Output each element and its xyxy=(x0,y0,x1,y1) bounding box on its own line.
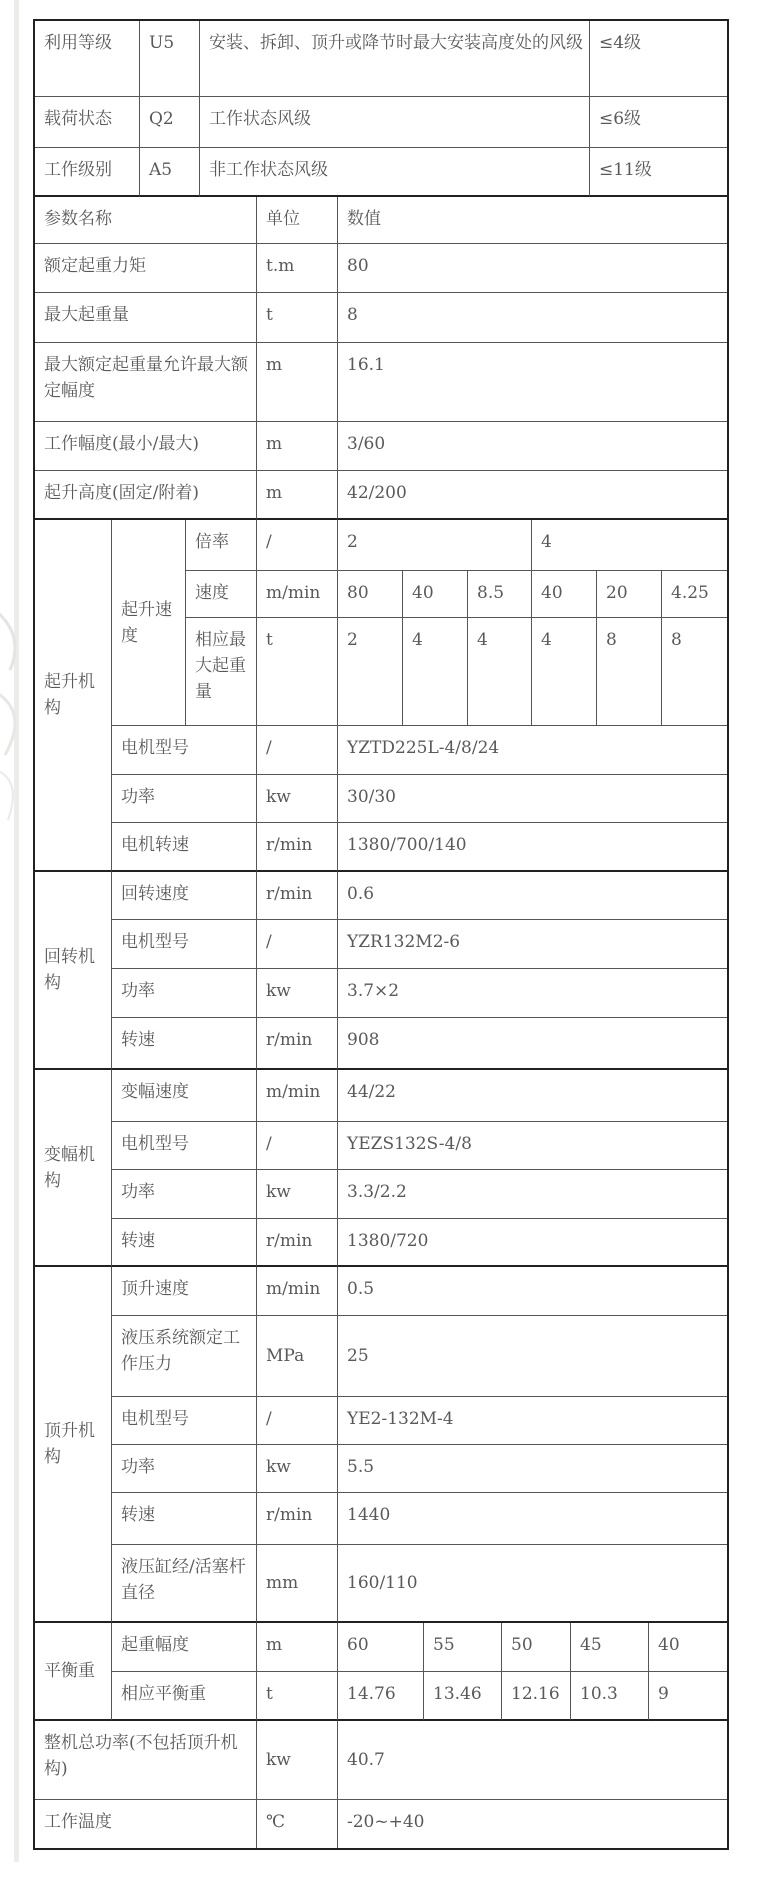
grade-code-cell: U5 xyxy=(140,21,200,97)
param-unit-cell: m/min xyxy=(257,1070,338,1122)
capacity-value-cell: 4 xyxy=(403,618,468,726)
grade-label-cell: 利用等级 xyxy=(35,21,140,97)
param-value-cell: 3/60 xyxy=(338,422,727,471)
param-unit-cell: r/min xyxy=(257,872,338,920)
wind-level-cell: ≤4级 xyxy=(590,21,727,97)
param-unit-cell: / xyxy=(257,726,338,775)
param-value-cell: 40.7 xyxy=(338,1721,727,1800)
param-name-cell: 电机型号 xyxy=(112,920,257,969)
param-value-cell: 160/110 xyxy=(338,1545,727,1623)
ratio-value-cell: 2 xyxy=(338,520,532,571)
weight-value-cell: 14.76 xyxy=(338,1672,424,1721)
hoist-speed-label-cell: 起升速度 xyxy=(112,520,186,726)
capacity-value-cell: 2 xyxy=(338,618,403,726)
wind-desc-cell: 工作状态风级 xyxy=(200,97,590,148)
weight-value-cell: 12.16 xyxy=(502,1672,571,1721)
param-value-cell: 8 xyxy=(338,293,727,343)
param-value-cell: 42/200 xyxy=(338,471,727,520)
param-name-cell: 转速 xyxy=(112,1018,257,1070)
col-header-value: 数值 xyxy=(338,197,727,244)
param-unit-cell: r/min xyxy=(257,1018,338,1070)
param-unit-cell: MPa xyxy=(257,1316,338,1397)
param-unit-cell: kw xyxy=(257,1170,338,1219)
param-unit-cell: ℃ xyxy=(257,1800,338,1848)
param-value-cell: 1380/700/140 xyxy=(338,823,727,872)
weight-value-cell: 10.3 xyxy=(571,1672,649,1721)
ratio-value-cell: 4 xyxy=(532,520,727,571)
param-name-cell: 功率 xyxy=(112,775,257,823)
mechanism-label-cell: 平衡重 xyxy=(35,1623,112,1721)
param-unit-cell: r/min xyxy=(257,1493,338,1545)
col-header-unit: 单位 xyxy=(257,197,338,244)
param-value-cell: -20~+40 xyxy=(347,1812,425,1832)
radius-value-cell: 40 xyxy=(649,1623,727,1672)
wind-desc-cell: 安装、拆卸、顶升或降节时最大安装高度处的风级 xyxy=(200,21,590,97)
param-name-cell: 转速 xyxy=(112,1493,257,1545)
param-value-cell: 0.5 xyxy=(338,1267,727,1316)
param-name-cell: 起升高度(固定/附着) xyxy=(35,471,257,520)
param-value-cell: 30/30 xyxy=(338,775,727,823)
param-name-cell: 倍率 xyxy=(186,520,257,571)
radius-value-cell: 50 xyxy=(502,1623,571,1672)
param-value-cell: 0.6 xyxy=(338,872,727,920)
param-name-cell: 相应最大起重量 xyxy=(186,618,257,726)
param-name-cell: 相应平衡重 xyxy=(112,1672,257,1721)
param-unit-cell: / xyxy=(257,1397,338,1445)
param-name-cell: 起重幅度 xyxy=(112,1623,257,1672)
param-unit-cell: / xyxy=(257,1122,338,1170)
param-unit-cell: kw xyxy=(257,1445,338,1493)
param-value-cell: 5.5 xyxy=(338,1445,727,1493)
param-unit-cell: m/min xyxy=(257,1267,338,1316)
param-name-cell: 工作幅度(最小/最大) xyxy=(35,422,257,471)
param-name-cell: 电机转速 xyxy=(112,823,257,872)
speed-value-cell: 40 xyxy=(532,571,597,618)
param-value-cell: 25 xyxy=(338,1316,727,1397)
param-value-cell: 3.7×2 xyxy=(338,969,727,1018)
param-unit-cell: t xyxy=(257,618,338,726)
param-name-cell: 功率 xyxy=(112,1170,257,1219)
param-name-cell: 整机总功率(不包括顶升机构) xyxy=(35,1721,257,1800)
capacity-value-cell: 8 xyxy=(597,618,662,726)
param-name-cell: 电机型号 xyxy=(112,1397,257,1445)
param-unit-cell: m xyxy=(257,343,338,422)
param-unit-cell: kw xyxy=(257,969,338,1018)
param-value-cell: YZR132M2-6 xyxy=(338,920,727,969)
speed-value-cell: 80 xyxy=(338,571,403,618)
param-unit-cell: m/min xyxy=(257,571,338,618)
param-unit-cell: m xyxy=(257,471,338,520)
weight-value-cell: 13.46 xyxy=(424,1672,502,1721)
param-name-cell: 顶升速度 xyxy=(112,1267,257,1316)
speed-value-cell: 4.25 xyxy=(662,571,727,618)
param-value-cell: 80 xyxy=(338,244,727,293)
param-name-cell: 电机型号 xyxy=(112,726,257,775)
speed-value-cell: 40 xyxy=(403,571,468,618)
grade-code-cell: Q2 xyxy=(140,97,200,148)
param-name-cell: 功率 xyxy=(112,969,257,1018)
param-unit-cell: m xyxy=(257,1623,338,1672)
capacity-value-cell: 4 xyxy=(532,618,597,726)
mechanism-label-cell: 变幅机构 xyxy=(35,1070,112,1267)
param-value-cell: 44/22 xyxy=(338,1070,727,1122)
param-value-cell: YEZS132S-4/8 xyxy=(338,1122,727,1170)
capacity-value-cell: 4 xyxy=(468,618,532,726)
param-unit-cell: r/min xyxy=(257,823,338,872)
param-name-cell: 额定起重力矩 xyxy=(35,244,257,293)
speed-value-cell: 8.5 xyxy=(468,571,532,618)
param-unit-cell: mm xyxy=(257,1545,338,1623)
param-value-cell: 1380/720 xyxy=(338,1219,727,1267)
param-unit-cell: t xyxy=(257,293,338,343)
wind-level-cell: ≤11级 xyxy=(590,148,727,197)
param-name-cell: 电机型号 xyxy=(112,1122,257,1170)
speed-value-cell: 20 xyxy=(597,571,662,618)
page-watermark-strip xyxy=(14,0,19,1862)
param-unit-cell: t xyxy=(257,1672,338,1721)
param-value-cell: 1440 xyxy=(338,1493,727,1545)
param-name-cell: 液压系统额定工作压力 xyxy=(112,1316,257,1397)
capacity-value-cell: 8 xyxy=(662,618,727,726)
param-unit-cell: / xyxy=(257,920,338,969)
param-name-cell: 最大起重量 xyxy=(35,293,257,343)
param-name-cell: 功率 xyxy=(112,1445,257,1493)
param-name-cell: 工作温度 xyxy=(35,1800,257,1848)
grade-label-cell: 载荷状态 xyxy=(35,97,140,148)
weight-value-cell: 9 xyxy=(649,1672,727,1721)
wind-level-cell: ≤6级 xyxy=(590,97,727,148)
param-name-cell: 转速 xyxy=(112,1219,257,1267)
param-unit-cell: t.m xyxy=(257,244,338,293)
param-unit-cell: kw xyxy=(257,775,338,823)
crane-spec-table xyxy=(33,19,729,1850)
mechanism-label-cell: 起升机构 xyxy=(35,520,112,872)
param-name-cell: 变幅速度 xyxy=(112,1070,257,1122)
param-name-cell: 速度 xyxy=(186,571,257,618)
radius-value-cell: 55 xyxy=(424,1623,502,1672)
param-name-cell: 液压缸经/活塞杆直径 xyxy=(112,1545,257,1623)
param-value-cell: YZTD225L-4/8/24 xyxy=(338,726,727,775)
param-name-cell: 回转速度 xyxy=(112,872,257,920)
param-value-cell: 3.3/2.2 xyxy=(338,1170,727,1219)
mechanism-label-cell: 回转机构 xyxy=(35,872,112,1070)
radius-value-cell: 45 xyxy=(571,1623,649,1672)
param-unit-cell: kw xyxy=(257,1721,338,1800)
param-name-cell: 最大额定起重量允许最大额定幅度 xyxy=(35,343,257,422)
param-value-cell: YE2-132M-4 xyxy=(338,1397,727,1445)
param-unit-cell: / xyxy=(257,520,338,571)
grade-code-cell: A5 xyxy=(140,148,200,197)
col-header-param: 参数名称 xyxy=(35,197,257,244)
param-value-cell: 16.1 xyxy=(338,343,727,422)
radius-value-cell: 60 xyxy=(338,1623,424,1672)
param-value-cell: 908 xyxy=(338,1018,727,1070)
param-unit-cell: m xyxy=(257,422,338,471)
wind-desc-cell: 非工作状态风级 xyxy=(200,148,590,197)
mechanism-label-cell: 顶升机构 xyxy=(35,1267,112,1623)
grade-label-cell: 工作级别 xyxy=(35,148,140,197)
param-unit-cell: r/min xyxy=(257,1219,338,1267)
